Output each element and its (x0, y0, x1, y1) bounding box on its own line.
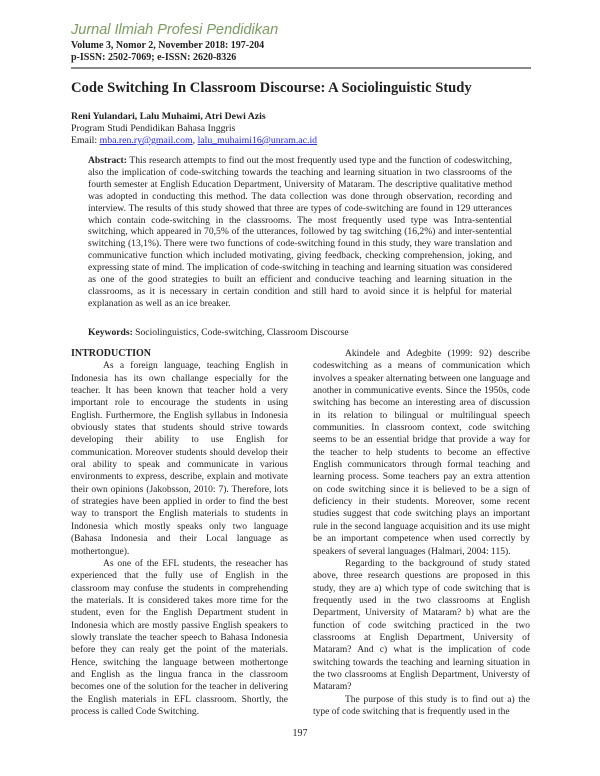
paragraph: Akindele and Adegbite (1999: 92) describe codeswitching as a means of communication which involves a speaker alternating between one language and another in communicative events. Since the 1950s, code switching has become an interesting area of discussion in its relation to bilingual or multilingual speech communities. In classroom context, code switching seems to be an essential bridge that provide a way for the teacher to help students to become an effective English communicators through formal teaching and learning process. Some teachers pay an extra attention on code switching since it is believed to be a sign of deficiency in their students. Moreover, some recent studies suggest that code switching plays an important rule in the second language acquisition and its use might be an important competence when used correctly by speakers of several languages (Halmari, 2004: 115). (313, 349, 530, 557)
abstract-text: This research attempts to find out the most frequently used type and the function of codeswitching, also the implication of code-switching towards the teaching and learning situation in two classrooms of the fourth semester at English Education Department, University of Mataram. The descriptive qualitative method was adopted in conducting this method. The data collection was done through observation, recording and interview. The results of this study showed that three are types of code-switching are found in 129 utterances which contain code-switching in the classrooms. The most frequently used type was Intra-sentential switching, which appeared in 70,5% of the utterances, followed by tag switching (16,2%) and inter-sentential switching (13,1%). There were two functions of code-switching found in this study, they ware translation and communicative function which included motivating, giving feedback, checking comprehension, joking, and expressing state of mind. The implication of code-switching in teaching and learning situation was considered as one of the good strategies to built an efficient and conducive teaching and learning situation in the classrooms, as it is necessary in certain condition and still hard to avoid since it is helpful for material explanation as well as an ice breaker. (88, 155, 512, 309)
email-link-2[interactable]: lalu_muhaimi16@unram.ac.id (197, 135, 318, 146)
keywords-text: Sociolinguistics, Code-switching, Classroom Discourse (135, 327, 349, 338)
header-divider (71, 67, 531, 69)
paragraph: The purpose of this study is to find out a) the type of code switching that is frequently used in the (313, 694, 530, 717)
paper-title: Code Switching In Classroom Discourse: A Sociolinguistic Study (71, 80, 472, 96)
email-line: Email: mba.ren.ry@gmail.com, lalu_muhaimi16@unram.ac.id (71, 135, 318, 146)
email-link-1[interactable]: mba.ren.ry@gmail.com (99, 135, 193, 146)
right-column (313, 348, 530, 718)
journal-info (71, 40, 264, 64)
left-column (71, 348, 288, 718)
issn-info: p-ISSN: 2502-7069; e-ISSN: 2620-8326 (71, 52, 237, 63)
email-label: Email: (71, 135, 98, 146)
author-names: Reni Yulandari, Lalu Muhaimi, Atri Dewi Azis (71, 111, 266, 122)
journal-name: Jurnal Ilmiah Profesi Pendidikan (71, 22, 279, 38)
author-block (71, 111, 317, 147)
affiliation: Program Studi Pendidikan Bahasa Inggris (71, 123, 236, 134)
keywords (88, 327, 349, 338)
paragraph: As a foreign language, teaching English in Indonesia has its own challange especially for the teacher. It has been known that teacher hold a very important role to encourage the students in using English. Furthermore, the English syllabus in Indonesia obviously states that students should strive towards developing their ability to use English for communication. Moreover students should develop their oral ability to speak and communicate in various environments to express, describe, explain and motivate their own opinions (Jakobsson, 2010: 7). Therefore, lots of strategies have been applied in order to find the best way to transport the English materials to students in Indonesia which mostly speaks only two language (Bahasa Indonesia and their Local language as mothertongue). (71, 361, 288, 557)
keywords-label: Keywords: (88, 327, 133, 338)
page-number: 197 (292, 728, 308, 739)
paragraph: Regarding to the background of study stated above, three research questions are proposed in this study, they are a) which type of code switching that is frequently used in the two classrooms at English Department, University of Mataram? b) what are the function of code switching practiced in the two classrooms at English Department, University of Mataram? And c) what is the implication of code switching towards the teaching and learning situation in the two classrooms at English Department, Universty of Mataram? (313, 558, 530, 693)
abstract-label: Abstract: (88, 155, 127, 166)
paragraph: As one of the EFL students, the reseacher has experienced that the fully use of English in the classroom may confuse the students in comprehending the materials. It is considered takes more time for the student, even for the English Department student in Indonesia which are mostly passive English speakers to slowly translate the teacher speech to Bahasa Indonesia before they can realy get the point of the materials. Hence, switching the language between mothertonge and English as the lingua franca in the classroom becomes one of the solution for the teacher in delivering the English materials in EFL classroom. Shortly, the process is called Code Switching. (71, 558, 288, 717)
volume-info: Volume 3, Nomor 2, November 2018: 197-204 (71, 40, 265, 51)
section-heading: INTRODUCTION (71, 348, 152, 359)
abstract (88, 155, 512, 310)
